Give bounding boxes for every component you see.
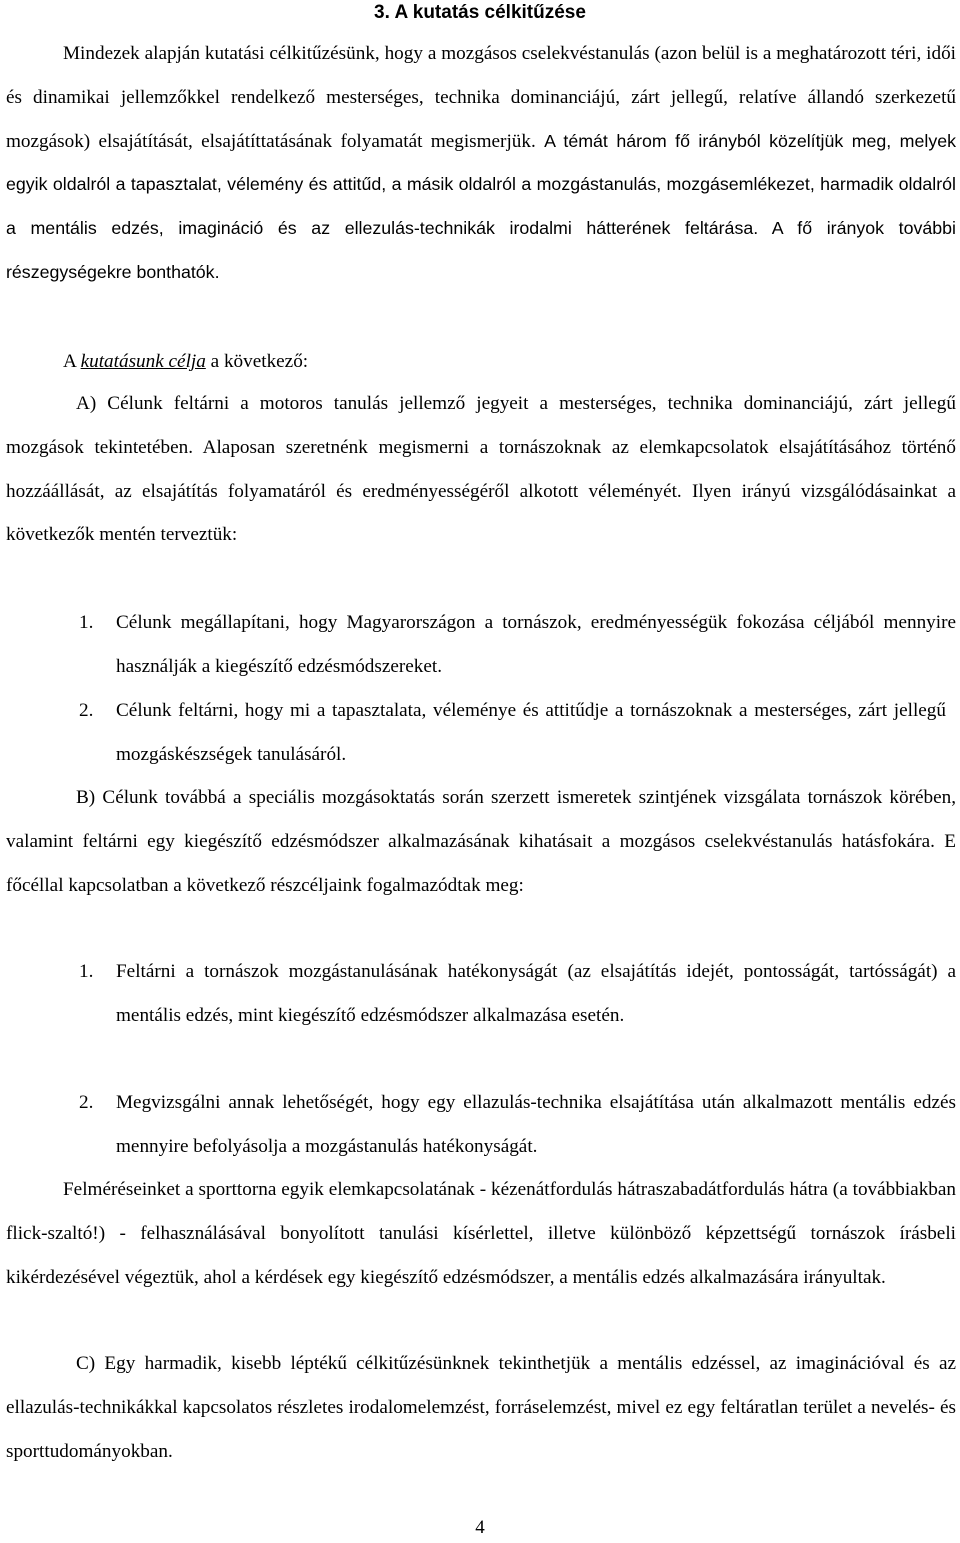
intro-serif-text: Mindezek alapján kutatási célkitűzésünk, hogy a mozgásos cselekvéstanulás (azon belül is a meghatározott téri, idői és dinamikai jellemzőkkel rendelkező mesterséges, technika dominanciájú, zárt jellegű, relatíve állandó szerkezetű mozgások) elsajátítását, elsajátíttatásának folyamatát megismerjük.	[6, 43, 956, 152]
list-item-text: Megvizsgálni annak lehetőségét, hogy egy ellazulás-technika elsajátítása után alkalmazott mentális edzés mennyire befolyásolja a mozgástanulás hatékonyságát.	[116, 1092, 956, 1157]
section-c-paragraph: C) Egy harmadik, kisebb léptékű célkitűzésünknek tekinthetjük a mentális edzéssel, az imaginációval és az ellazulás-technikákkal kapcsolatos részletes irodalomelemzést, forráselemzést, mivel ez egy feltáratlan terület a nevelés- és sporttudományokban.	[6, 1353, 956, 1462]
page-number: 4	[475, 1517, 485, 1538]
section-heading: 3. A kutatás célkitűzése	[374, 2, 586, 23]
survey-paragraph: Felméréseinket a sporttorna egyik elemkapcsolatának - kézenátfordulás hátraszabadátfordulás hátra (a továbbiakban flick-szaltó!) - felhasználásával bonyolított tanulási kísérlettel, illetve különböző képzettségű tornászok írásbeli kikérdezésével végeztük, ahol a kérdések egy kiegészítő edzésmódszer, a mentális edzés alkalmazására irányultak.	[6, 1179, 956, 1288]
goal-line	[6, 340, 956, 384]
intro-sans-text: A témát három fő irányból közelítjük meg, melyek egyik oldalról a tapasztalat, vélemény és attitűd, a másik oldalról a mozgástanulás, mozgásemlékezet, harmadik oldalról a mentális edzés, imagináció és az ellezulás-technikák irodalmi hátterének feltárása. A fő irányok további részegységekre bonthatók.	[6, 130, 957, 282]
section-b-item-1	[79, 950, 956, 1038]
intro-paragraph	[6, 32, 956, 295]
goal-prefix: A	[63, 351, 81, 372]
list-number: 1.	[79, 612, 94, 633]
list-number: 1.	[79, 961, 94, 982]
list-item-text: Feltárni a tornászok mozgástanulásának hatékonyságát (az elsajátítás idejét, pontosságát, tartósságát) a mentális edzés, mint kiegészítő edzésmódszer alkalmazása esetén.	[116, 961, 956, 1026]
section-b-item-2	[79, 1081, 956, 1169]
goal-underlined-text: kutatásunk célja	[80, 351, 206, 372]
section-b-paragraph: B) Célunk továbbá a speciális mozgásoktatás során szerzett ismeretek szintjének vizsgálata tornászok körében, valamint feltárni egy kiegészítő edzésmódszer alkalmazásának kihatásait a mozgásos cselekvéstanulás hatásfokára. E főcéllal kapcsolatban a következő részcéljaink fogalmazódtak meg:	[6, 787, 956, 896]
list-number: 2.	[79, 700, 94, 721]
goal-suffix: a következő:	[205, 351, 309, 372]
list-item-text: Célunk megállapítani, hogy Magyarországon a tornászok, eredményességük fokozása céljából mennyire használják a kiegészítő edzésmódszereket.	[116, 612, 956, 677]
section-a-item-1	[79, 601, 956, 689]
list-number: 2.	[79, 1092, 94, 1113]
list-item-text: Célunk feltárni, hogy mi a tapasztalata, véleménye és attitűdje a tornászoknak a mesterséges, zárt jellegű mozgáskészségek tanulásáról.	[116, 700, 946, 765]
section-a-paragraph: A) Célunk feltárni a motoros tanulás jellemző jegyeit a mesterséges, technika dominanciájú, zárt jellegű mozgások tekintetében. Alaposan szeretnénk megismerni a tornászoknak az elemkapcsolatok elsajátításához történő hozzáállását, az elsajátítás folyamatáról és eredményességéről alkotott véleményét. Ilyen irányú vizsgálódásainkat a következők mentén terveztük:	[6, 393, 956, 546]
section-a-item-2	[79, 689, 946, 777]
